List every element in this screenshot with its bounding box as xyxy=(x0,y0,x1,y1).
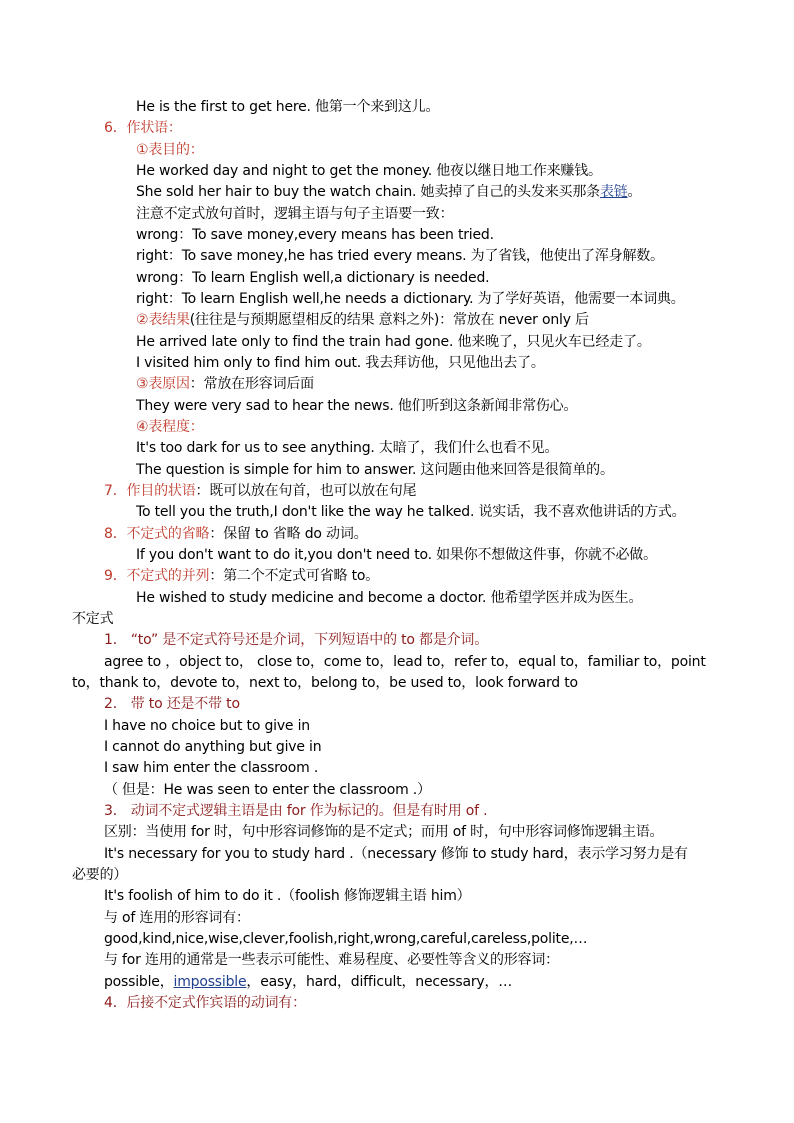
section-9-title: 不定式的并列 xyxy=(126,568,210,584)
for-adjectives-rest: ，easy，hard，difficult，necessary，… xyxy=(246,974,513,990)
section-7-title: 作目的状语 xyxy=(126,483,196,499)
example-first-to-get-here: He is the first to get here. 他第一个来到这儿。 xyxy=(136,99,440,115)
for-of-distinction: 区别：当使用 for 时，句中形容词修饰的是不定式；而用 of 时，句中形容词修饰逻辑主语。 xyxy=(104,824,664,840)
example-necessary-line-1: It's necessary for you to study hard .（necessary 修饰 to study hard，表示学习努力是有 xyxy=(104,846,688,862)
example-worked-day-night: He worked day and night to get the money. 他夜以继日地工作来赚钱。 xyxy=(136,163,602,179)
for-adjectives-possible: possible， xyxy=(104,974,174,990)
example-arrived-late: He arrived late only to find the train had gone. 他来晚了，只见火车已经走了。 xyxy=(136,334,651,350)
purpose-subheading: ①表目的： xyxy=(136,142,204,158)
section-8-number: 8． xyxy=(104,526,127,542)
section-9-heading xyxy=(104,566,379,587)
example-tell-truth: To tell you the truth,I don't like the way he talked. 说实话，我不喜欢他讲话的方式。 xyxy=(136,504,686,520)
result-subheading xyxy=(136,310,589,331)
example-sold-hair-end: 。 xyxy=(627,184,642,200)
example-too-dark: It's too dark for us to see anything. 太暗了，我们什么也看不见。 xyxy=(136,440,559,456)
wrong-example-save-money: wrong：To save money,every means has been tried. xyxy=(136,227,494,243)
result-label: ②表结果 xyxy=(136,312,190,328)
example-sad-news: They were very sad to hear the news. 他们听到这条新闻非常伤心。 xyxy=(136,398,578,414)
preposition-list-line-1: agree to ，object to， close to，come to，lead to，refer to，equal to，familiar to，point xyxy=(104,654,706,670)
section-9-description: ：第二个不定式可省略 to。 xyxy=(209,568,380,584)
of-adjectives-list: good,kind,nice,wise,clever,foolish,right,wrong,careful,careless,polite,… xyxy=(104,931,588,947)
example-visited-him: I visited him only to find him out. 我去拜访他，只见他出去了。 xyxy=(136,355,545,371)
cause-description: ：常放在形容词后面 xyxy=(189,376,314,392)
example-was-seen-to-enter: （ 但是：He was seen to enter the classroom .） xyxy=(104,782,431,798)
section-8-description: ：保留 to 省略 do 动词。 xyxy=(209,526,368,542)
example-cannot-do: I cannot do anything but give in xyxy=(104,739,322,755)
right-example-save-money: right：To save money,he has tried every means. 为了省钱，他使出了浑身解数。 xyxy=(136,248,664,264)
example-necessary-line-2: 必要的） xyxy=(72,867,128,883)
section-6-title: 作状语： xyxy=(126,120,182,136)
example-foolish: It's foolish of him to do it .（foolish 修饰逻辑主语 him） xyxy=(104,888,471,904)
example-sold-hair-text: She sold her hair to buy the watch chain. 她卖掉了自己的头发来买那条 xyxy=(136,184,600,200)
section-9-number: 9． xyxy=(104,568,127,584)
section-7-number: 7． xyxy=(104,483,127,499)
section-6-heading xyxy=(104,118,182,139)
degree-subheading: ④表程度： xyxy=(136,419,204,435)
section-8-title: 不定式的省略 xyxy=(126,526,210,542)
right-example-learn-english: right：To learn English well,he needs a dictionary. 为了学好英语，他需要一本词典。 xyxy=(136,291,685,307)
section-7-description: ：既可以放在句首，也可以放在句尾 xyxy=(195,483,417,499)
cause-label: ③表原因 xyxy=(136,376,190,392)
example-no-choice: I have no choice but to give in xyxy=(104,718,310,734)
preposition-list-line-2: to，thank to，devote to，next to，belong to，be used to，look forward to xyxy=(72,675,578,691)
section-6-number: 6． xyxy=(104,120,127,136)
for-adjectives-list xyxy=(104,972,512,993)
of-adjectives-label: 与 of 连用的形容词有： xyxy=(104,910,250,926)
example-question-simple: The question is simple for him to answer. 这问题由他来回答是很简单的。 xyxy=(136,462,614,478)
example-study-medicine: He wished to study medicine and become a doctor. 他希望学医并成为医生。 xyxy=(136,590,643,606)
section-8-heading xyxy=(104,524,367,545)
example-dont-want: If you don't want to do it,you don't need to. 如果你不想做这件事，你就不必做。 xyxy=(136,547,657,563)
item-1-heading: 1． “to” 是不定式符号还是介词，下列短语中的 to 都是介词。 xyxy=(104,632,489,648)
note-subject-agreement: 注意不定式放句首时，逻辑主语与句子主语要一致： xyxy=(136,206,454,222)
item-4-heading: 4．后接不定式作宾语的动词有： xyxy=(104,995,306,1011)
item-3-heading: 3． 动词不定式逻辑主语是由 for 作为标记的。但是有时用 of . xyxy=(104,803,488,819)
result-description: (往往是与预期愿望相反的结果 意料之外)：常放在 never only 后 xyxy=(189,312,589,328)
for-adjectives-label: 与 for 连用的通常是一些表示可能性、难易程度、必要性等含义的形容词： xyxy=(104,952,559,968)
cause-subheading xyxy=(136,374,314,395)
example-sold-hair xyxy=(136,182,641,203)
impossible-link[interactable]: impossible xyxy=(173,974,247,990)
infinitive-section-title: 不定式 xyxy=(72,611,114,627)
item-2-heading: 2． 带 to 还是不带 to xyxy=(104,696,240,712)
wrong-example-learn-english: wrong：To learn English well,a dictionary is needed. xyxy=(136,270,490,286)
section-7-heading xyxy=(104,481,416,502)
example-saw-him-enter: I saw him enter the classroom . xyxy=(104,760,319,776)
watch-chain-link[interactable]: 表链 xyxy=(599,184,628,200)
